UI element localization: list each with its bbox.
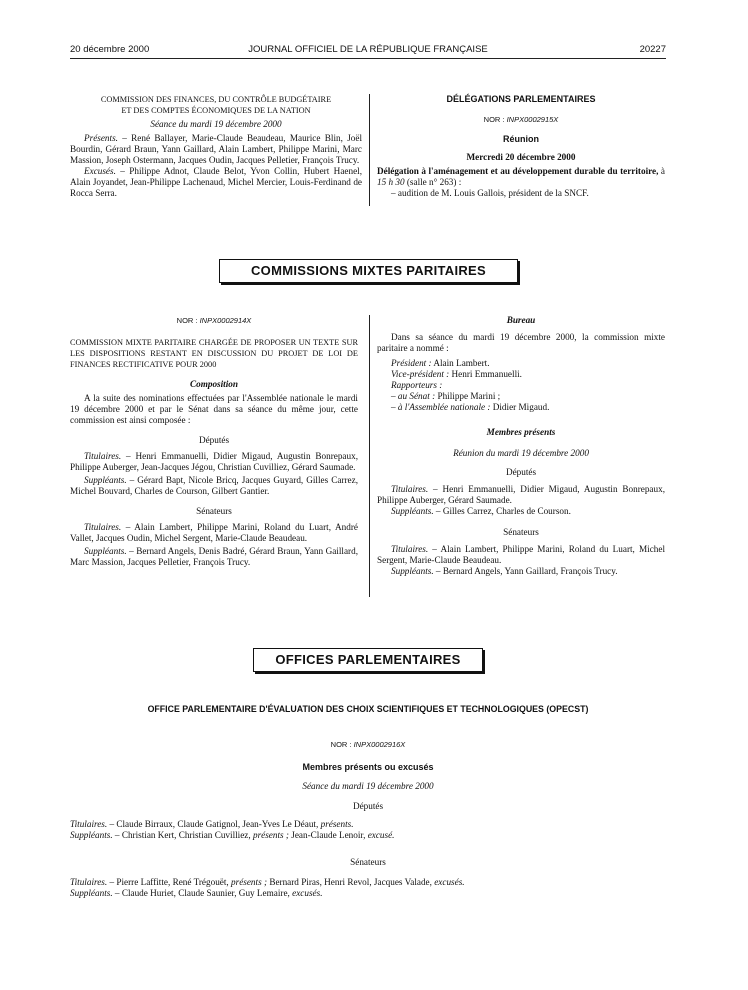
cmp-heading: COMMISSIONS MIXTES PARITAIRES xyxy=(219,259,518,283)
commission-title-line2: ET DES COMPTES ÉCONOMIQUES DE LA NATION xyxy=(121,106,311,115)
titulaires-names: – Alain Lambert, Philippe Marini, Roland du Luart, André Vallet, Jacques Oudin, Michel Sergent, Marie-Claude Beaudeau. xyxy=(70,522,358,543)
cmp-r-sen-titulaires xyxy=(377,544,665,566)
cmp-rapporteurs-label: Rapporteurs : xyxy=(391,380,443,390)
nor-label: NOR : xyxy=(330,740,354,749)
cmp-vice-president xyxy=(377,369,665,380)
cmp-left-column xyxy=(70,315,358,568)
column-divider-middle xyxy=(369,315,370,597)
office-dep-suppleants xyxy=(70,830,666,841)
suppleants-label: Suppléants. xyxy=(391,566,434,576)
status-excuses: excusés. xyxy=(292,888,323,898)
delegations-entry xyxy=(377,166,665,188)
suppleants-names: – Gilles Carrez, Charles de Courson. xyxy=(433,506,571,516)
titulaires-names: – Alain Lambert, Philippe Marini, Roland du Luart, Michel Sergent, Marie-Claude Beaudeau. xyxy=(377,544,665,565)
suppleants-label: Suppléants. xyxy=(391,506,434,516)
office-nor xyxy=(70,739,666,750)
delegations-date: Mercredi 20 décembre 2000 xyxy=(466,152,576,162)
cmp-bureau-text: Dans sa séance du mardi 19 décembre 2000, la commission mixte paritaire a nommé : xyxy=(377,332,665,353)
cmp-r-dep-suppleants xyxy=(377,506,665,517)
suppleants-names: – Christian Kert, Christian Cuvilliez, xyxy=(112,830,253,840)
commission-title-line1: COMMISSION DES FINANCES, DU CONTRÔLE BUDGÉTAIRE xyxy=(100,95,332,104)
nor-label: NOR : xyxy=(176,316,200,325)
delegation-time: 15 h 30 xyxy=(377,177,405,187)
suppleants-label: Suppléants. xyxy=(70,830,113,840)
nor-label: NOR : xyxy=(483,115,507,124)
delegations-reunion: Réunion xyxy=(503,134,539,144)
journal-title: JOURNAL OFFICIEL DE LA RÉPUBLIQUE FRANÇAISE xyxy=(248,44,488,55)
cmp-deputes-label: Députés xyxy=(198,435,230,445)
status-presents: présents ; xyxy=(231,877,268,887)
delegations-nor xyxy=(377,114,665,125)
commission-finances xyxy=(70,94,362,199)
presents-names: – René Ballayer, Marie-Claude Beaudeau, Maurice Blin, Joël Bourdin, Gérard Braun, Yann Gaillard, Alain Lambert, Philippe Marini, Marc Massion, Joseph Ostermann, Jacques Oudin, Jacques Pelletier, François Trucy. xyxy=(70,133,362,165)
rapporteur-an-name: Didier Migaud. xyxy=(490,402,550,412)
delegation-at: à xyxy=(658,166,665,176)
titulaires-names: – Pierre Laffitte, René Trégouët, xyxy=(107,877,232,887)
delegations-title: DÉLÉGATIONS PARLEMENTAIRES xyxy=(446,94,596,104)
titulaires-label: Titulaires. xyxy=(70,877,108,887)
presents-label: Présents. xyxy=(84,133,118,143)
office-title: OFFICE PARLEMENTAIRE D'ÉVALUATION DES CHOIX SCIENTIFIQUES ET TECHNOLOGIQUES (OPECST) xyxy=(147,704,589,714)
cmp-title: COMMISSION MIXTE PARITAIRE CHARGÉE DE PROPOSER UN TEXTE SUR LES DISPOSITIONS RESTANT EN DISCUSSION DU PROJET DE LOI DE FINANCES RECTIFICATIVE POUR 2000 xyxy=(70,338,358,369)
header-date: 20 décembre 2000 xyxy=(70,44,150,55)
cmp-sen-titulaires xyxy=(70,522,358,544)
nor-code: INPX0002915X xyxy=(506,115,559,124)
cmp-bureau-label: Bureau xyxy=(506,315,536,325)
status-presents: présents ; xyxy=(252,830,289,840)
titulaires-label: Titulaires. xyxy=(70,819,108,829)
cmp-r-senateurs-label: Sénateurs xyxy=(503,527,539,537)
titulaires-names: – Henri Emmanuelli, Didier Migaud, Augustin Bonrepaux, Philippe Auberger, Gérard Saumade. xyxy=(377,484,665,505)
cmp-reunion-label: Réunion du mardi 19 décembre 2000 xyxy=(453,448,589,458)
cmp-rapporteur-an xyxy=(377,402,665,413)
status-presents: présents. xyxy=(320,819,354,829)
commission-excuses xyxy=(70,166,362,199)
cmp-sen-suppleants xyxy=(70,546,358,568)
excuses-label: Excusés. xyxy=(84,166,116,176)
cmp-dep-suppleants xyxy=(70,475,358,497)
status-excuses: excusés. xyxy=(434,877,465,887)
rapporteur-an-label: – à l'Assemblée nationale : xyxy=(391,402,491,412)
titulaires-names-2: Bernard Piras, Henri Revol, Jacques Valade, xyxy=(267,877,435,887)
commission-presents xyxy=(70,133,362,166)
delegations-section xyxy=(377,94,665,199)
cmp-dep-titulaires xyxy=(70,451,358,473)
delegations-item: – audition de M. Louis Gallois, président de la SNCF. xyxy=(391,188,589,198)
offices-heading: OFFICES PARLEMENTAIRES xyxy=(253,648,483,672)
office-membres-label: Membres présents ou excusés xyxy=(302,762,434,772)
page-number: 20227 xyxy=(639,44,666,55)
office-sen-titulaires xyxy=(70,877,666,888)
column-divider-top xyxy=(369,94,370,206)
suppleants-names: – Bernard Angels, Yann Gaillard, François Trucy. xyxy=(433,566,618,576)
cmp-nor xyxy=(70,315,358,326)
cmp-president xyxy=(377,358,665,369)
suppleants-names-2: Jean-Claude Lenoir, xyxy=(288,830,368,840)
cmp-rapporteur-senat xyxy=(377,391,665,402)
vice-president-name: Henri Emmanuelli. xyxy=(449,369,522,379)
titulaires-names: – Henri Emmanuelli, Didier Migaud, Augustin Bonrepaux, Philippe Auberger, Jean-Jacques Jégou, Christian Cuvilliez, Gérard Saumade. xyxy=(70,451,358,472)
cmp-r-sen-suppleants xyxy=(377,566,665,577)
cmp-membres-label: Membres présents xyxy=(486,427,556,437)
titulaires-label: Titulaires. xyxy=(391,484,429,494)
cmp-right-column xyxy=(377,315,665,577)
suppleants-label: Suppléants. xyxy=(84,475,127,485)
cmp-composition-label: Composition xyxy=(190,379,238,389)
titulaires-label: Titulaires. xyxy=(84,522,122,532)
header-rule xyxy=(70,58,666,59)
excuses-names: – Philippe Adnot, Claude Belot, Yvon Collin, Hubert Haenel, Alain Joyandet, Jean-Philippe Lachenaud, Michel Mercier, Louis-Ferdinand de Rocca Serra. xyxy=(70,166,362,198)
suppleants-label: Suppléants. xyxy=(70,888,113,898)
suppleants-names: – Claude Huriet, Claude Saunier, Guy Lemaire, xyxy=(112,888,293,898)
offices-section xyxy=(70,704,666,899)
delegation-room: (salle n° 263) : xyxy=(404,177,462,187)
rapporteur-senat-label: – au Sénat : xyxy=(391,391,436,401)
office-dep-titulaires xyxy=(70,819,666,830)
titulaires-label: Titulaires. xyxy=(391,544,429,554)
delegation-name: Délégation à l'aménagement et au développement durable du territoire, xyxy=(377,166,659,176)
rapporteur-senat-name: Philippe Marini ; xyxy=(435,391,501,401)
nor-code: INPX0002916X xyxy=(353,740,406,749)
cmp-r-dep-titulaires xyxy=(377,484,665,506)
cmp-composition-text: A la suite des nominations effectuées par l'Assemblée nationale le mardi 19 décembre 2000 et par le Sénat dans sa séance du même jour, cette commission est ainsi composée : xyxy=(70,393,358,425)
office-sen-suppleants xyxy=(70,888,666,899)
suppleants-names: – Bernard Angels, Denis Badré, Gérard Braun, Yann Gaillard, Marc Massion, Jacques Pelletier, François Trucy. xyxy=(70,546,358,567)
vice-president-label: Vice-président : xyxy=(391,369,450,379)
office-senateurs-label: Sénateurs xyxy=(350,857,386,867)
office-seance: Séance du mardi 19 décembre 2000 xyxy=(302,781,434,791)
office-deputes-label: Députés xyxy=(352,801,384,811)
president-label: Président : xyxy=(391,358,432,368)
titulaires-label: Titulaires. xyxy=(84,451,122,461)
suppleants-names: – Gérard Bapt, Nicole Bricq, Jacques Guyard, Gilles Carrez, Michel Bouvard, Charles de Courson, Gilbert Gantier. xyxy=(70,475,358,496)
cmp-senateurs-label: Sénateurs xyxy=(196,506,232,516)
suppleants-label: Suppléants. xyxy=(84,546,127,556)
nor-code: INPX0002914X xyxy=(199,316,252,325)
status-excuse: excusé. xyxy=(367,830,395,840)
cmp-r-deputes-label: Députés xyxy=(505,467,537,477)
titulaires-names: – Claude Birraux, Claude Gatignol, Jean-Yves Le Déaut, xyxy=(107,819,321,829)
president-name: Alain Lambert. xyxy=(431,358,490,368)
commission-seance: Séance du mardi 19 décembre 2000 xyxy=(150,119,282,129)
